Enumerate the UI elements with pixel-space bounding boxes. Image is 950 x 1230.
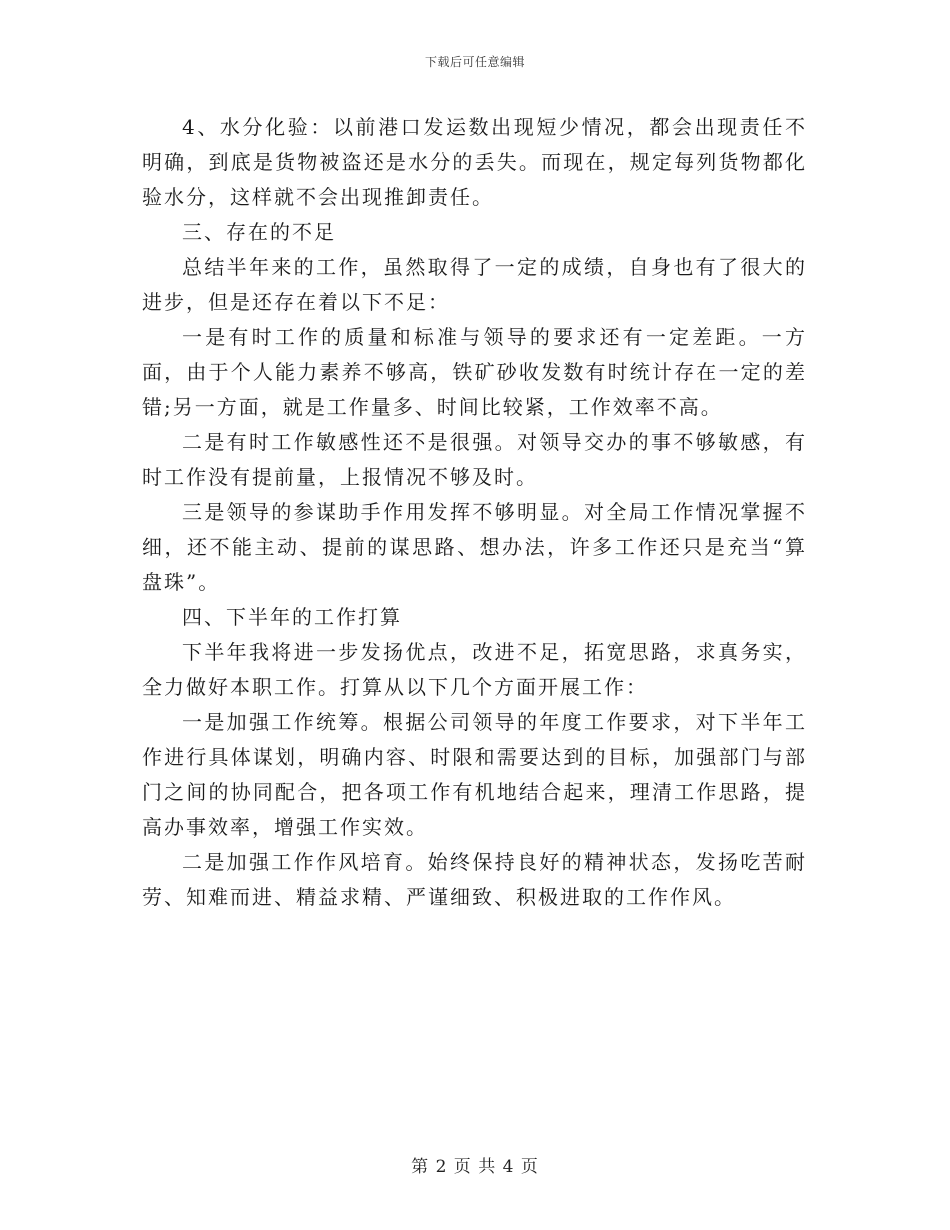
download-note: 下载后可任意编辑: [424, 55, 525, 69]
paragraph-shortcoming-2: 二是有时工作敏感性还不是很强。对领导交办的事不够敏感，有时工作没有提前量，上报情况不够及时。: [142, 430, 807, 489]
page-number: 第 2 页 共 4 页: [411, 1157, 539, 1177]
paragraph-summary: 总结半年来的工作，虽然取得了一定的成绩，自身也有了很大的进步，但是还存在着以下不足：: [142, 255, 807, 314]
paragraph-water-test: 4、水分化验：以前港口发运数出现短少情况，都会出现责任不明确，到底是货物被盗还是水分的丢失。而现在，规定每列货物都化验水分，这样就不会出现推卸责任。: [142, 115, 807, 209]
section-heading-shortcomings: 三、存在的不足: [182, 220, 336, 244]
paragraph-plan-intro: 下半年我将进一步发扬优点，改进不足，拓宽思路，求真务实，全力做好本职工作。打算从以下几个方面开展工作：: [142, 640, 807, 699]
paragraph-shortcoming-3: 三是领导的参谋助手作用发挥不够明显。对全局工作情况掌握不细，还不能主动、提前的谋思路、想办法，许多工作还只是充当“算盘珠”。: [142, 500, 807, 594]
paragraph-plan-1: 一是加强工作统筹。根据公司领导的年度工作要求，对下半年工作进行具体谋划，明确内容、时限和需要达到的目标，加强部门与部门之间的协同配合，把各项工作有机地结合起来，理清工作思路，提高办事效率，增强工作实效。: [142, 710, 807, 839]
paragraph-shortcoming-1: 一是有时工作的质量和标准与领导的要求还有一定差距。一方面，由于个人能力素养不够高，铁矿砂收发数有时统计存在一定的差错;另一方面，就是工作量多、时间比较紧，工作效率不高。: [142, 325, 807, 419]
paragraph-plan-2: 二是加强工作作风培育。始终保持良好的精神状态，发扬吃苦耐劳、知难而进、精益求精、严谨细致、积极进取的工作作风。: [142, 850, 807, 909]
section-heading-plans: 四、下半年的工作打算: [182, 605, 402, 629]
document-body: [142, 110, 807, 915]
